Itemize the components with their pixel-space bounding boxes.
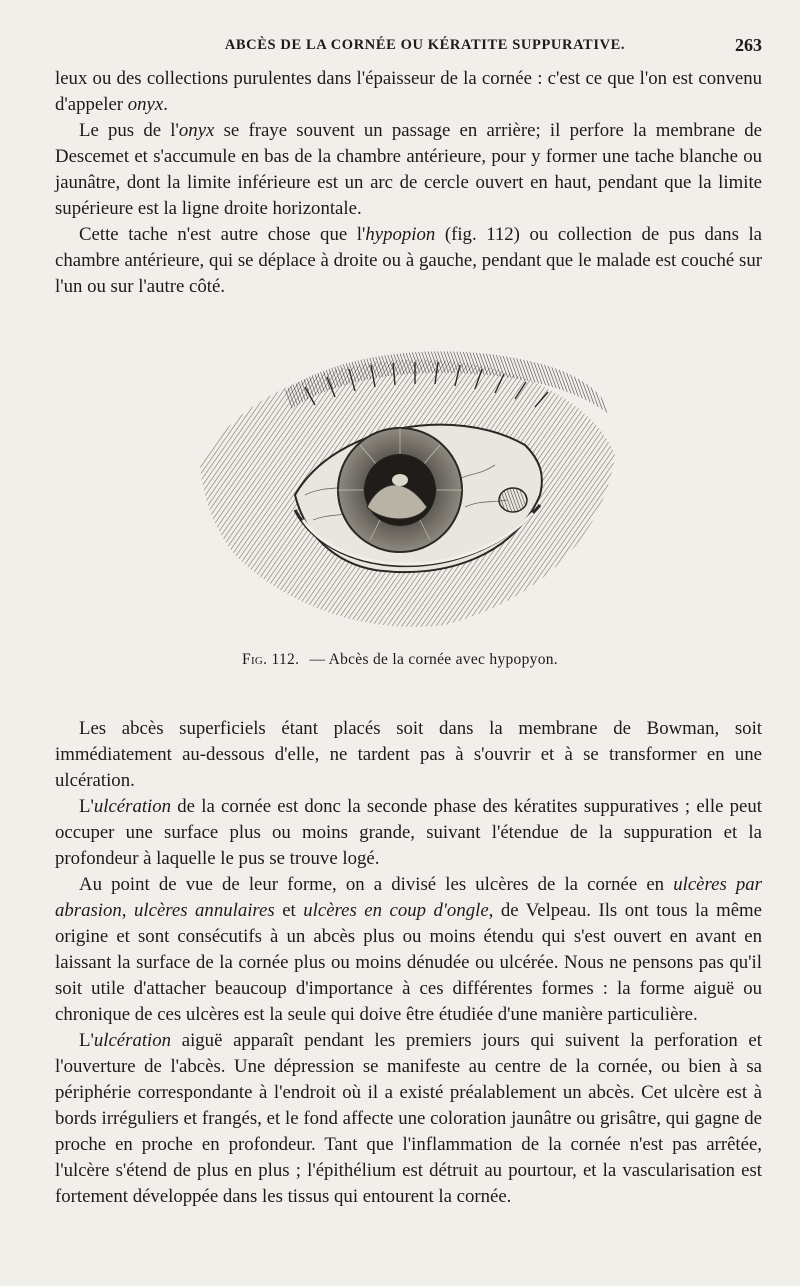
italic-term: ulcères par abrasion [55, 874, 762, 921]
text-run: Le pus de l' [79, 120, 179, 141]
italic-term: hypopion [365, 224, 436, 245]
italic-term: onyx [178, 120, 215, 141]
text-run: L' [79, 1030, 94, 1051]
figure-caption [0, 651, 800, 669]
paragraph [55, 1028, 762, 1210]
text-run: , de Velpeau. Ils ont tous la même origine et sont consécutifs à un abcès plus ou moins étendu qui s'est ouvert en avant en laissant la surface de la cornée plus ou moins dénudée ou ulcérée. Nous ne pensons pas qu'il soit utile d'attacher beaucoup d'importance à ces différentes formes : la forme aiguë ou chronique de ces ulcères est la seule qui doive être étudiée d'une manière particulière. [55, 900, 762, 1025]
paragraph [55, 118, 762, 222]
italic-term: ulcération [93, 796, 172, 817]
text-run: Cette tache n'est autre chose que l' [79, 224, 366, 245]
paragraph [55, 222, 762, 300]
eye-illustration [195, 335, 625, 635]
text-run: leux ou des collections purulentes dans l'épaisseur de la cornée : c'est ce que l'on est convenu d'appeler [55, 68, 762, 115]
text-run: et [274, 900, 304, 921]
text-run: de la cornée est donc la seconde phase des kératites suppuratives ; elle peut occuper une surface plus ou moins grande, suivant l'étendue de la suppuration et la profondeur à laquelle le pus se trouve logé. [55, 796, 762, 869]
text-run: Les abcès superficiels étant placés soit dans la membrane de Bowman, soit immédiatement au-dessous d'elle, ne tardent pas à s'ouvrir et à se transformer en une ulcération. [55, 718, 762, 791]
text-block-bottom [55, 716, 762, 1210]
figure-caption-text: — Abcès de la cornée avec hypopyon. [309, 651, 558, 668]
text-run: Au point de vue de leur forme, on a divisé les ulcères de la cornée en [79, 874, 674, 895]
running-header [55, 30, 762, 60]
italic-term: ulcères annulaires [134, 900, 275, 921]
text-run: se fraye souvent un passage en arrière; il perfore la membrane de Descemet et s'accumule en bas de la chambre antérieure, pour y former une tache blanche ou jaunâtre, dont la limite inférieure est un arc de cercle ouvert en haut, pendant que la limite supérieure est la ligne droite horizontale. [55, 120, 762, 219]
text-run: . [163, 94, 168, 115]
figure-112 [195, 335, 625, 635]
paragraph [55, 716, 762, 794]
text-run: (fig. 112) ou collection de pus dans la chambre antérieure, qui se déplace à droite ou à gauche, pendant que le malade est couché sur l'un ou sur l'autre côté. [55, 224, 763, 297]
page-number: 263 [735, 34, 762, 55]
italic-term: onyx [127, 94, 164, 115]
figure-label: Fig. 112. [242, 651, 300, 668]
paragraph [55, 794, 762, 872]
italic-term: ulcération [93, 1030, 172, 1051]
italic-term: ulcères en coup d'ongle [303, 900, 489, 921]
paragraph [55, 872, 762, 1028]
text-run: aiguë apparaît pendant les premiers jours qui suivent la perforation et l'ouverture de l'abcès. Une dépression se manifeste au centre de la cornée, ou bien à sa périphérie correspondante à l'endroit où il a existé préalablement un abcès. Cet ulcère est à bords irréguliers et frangés, et le fond affecte une coloration jaunâtre ou grisâtre, qui gagne de proche en proche en profondeur. Tant que l'inflammation de la cornée n'est pas arrêtée, l'ulcère s'étend de plus en plus ; l'épithélium est détruit au pourtour, et la vascularisation est fortement développée dans les tissus qui entourent la cornée. [55, 1030, 762, 1207]
text-run: L' [79, 796, 94, 817]
text-block-top [55, 66, 762, 300]
text-run: , [121, 900, 134, 921]
paragraph [55, 66, 762, 118]
header-title: ABCÈS DE LA CORNÉE OU KÉRATITE SUPPURATIVE. [224, 36, 626, 53]
